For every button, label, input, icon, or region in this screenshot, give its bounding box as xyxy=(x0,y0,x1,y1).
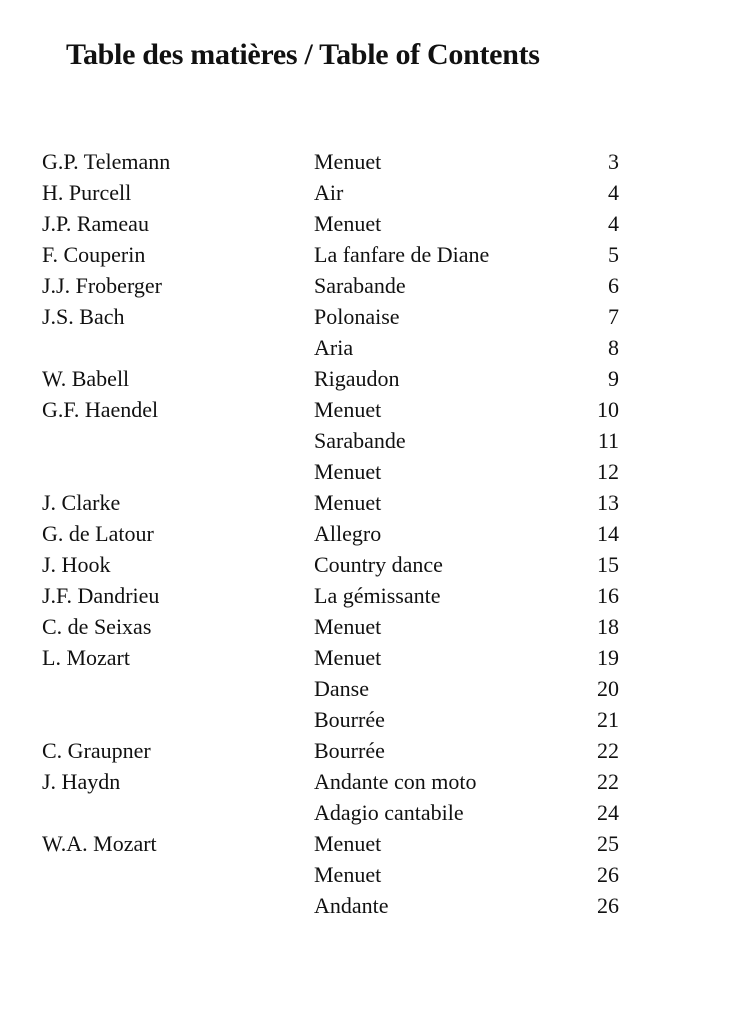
page-number: 24 xyxy=(597,800,619,825)
toc-entry xyxy=(0,363,732,394)
page-number: 5 xyxy=(608,242,619,267)
page-number: 22 xyxy=(597,769,619,794)
toc-entry xyxy=(0,766,732,797)
page-number: 4 xyxy=(608,180,619,205)
toc-entry xyxy=(0,487,732,518)
piece-title: La gémissante xyxy=(314,583,441,608)
page-number: 16 xyxy=(597,583,619,608)
page-number: 21 xyxy=(597,707,619,732)
composer-name: G.F. Haendel xyxy=(42,397,159,422)
piece-title: Menuet xyxy=(314,459,382,484)
page-number: 18 xyxy=(597,614,619,639)
toc-entry xyxy=(0,859,732,890)
toc-entry xyxy=(0,208,732,239)
page-title: Table des matières / Table of Contents xyxy=(66,38,540,71)
composer-name: W.A. Mozart xyxy=(42,831,157,856)
piece-title: Sarabande xyxy=(314,428,406,453)
page-number: 9 xyxy=(608,366,619,391)
piece-title: Allegro xyxy=(314,521,382,546)
page-number: 13 xyxy=(597,490,619,515)
page-number: 19 xyxy=(597,645,619,670)
toc-entry xyxy=(0,735,732,766)
piece-title: Menuet xyxy=(314,149,382,174)
toc-entry xyxy=(0,456,732,487)
toc-entry xyxy=(0,332,732,363)
piece-title: La fanfare de Diane xyxy=(314,242,490,267)
piece-title: Sarabande xyxy=(314,273,406,298)
toc-entry xyxy=(0,611,732,642)
page-number: 10 xyxy=(597,397,619,422)
piece-title: Menuet xyxy=(314,614,382,639)
toc-entry xyxy=(0,673,732,704)
page-number: 8 xyxy=(608,335,619,360)
piece-title: Menuet xyxy=(314,397,382,422)
toc-entry xyxy=(0,270,732,301)
composer-name: W. Babell xyxy=(42,366,130,391)
toc-entry xyxy=(0,642,732,673)
toc-list xyxy=(0,146,732,921)
page-number: 7 xyxy=(608,304,619,329)
toc-entry xyxy=(0,797,732,828)
piece-title: Bourrée xyxy=(314,707,385,732)
page-number: 12 xyxy=(597,459,619,484)
piece-title: Rigaudon xyxy=(314,366,400,391)
page-number: 22 xyxy=(597,738,619,763)
piece-title: Polonaise xyxy=(314,304,400,329)
piece-title: Aria xyxy=(314,335,354,360)
toc-entry xyxy=(0,518,732,549)
composer-name: J. Haydn xyxy=(42,769,121,794)
composer-name: J.F. Dandrieu xyxy=(42,583,160,608)
toc-entry xyxy=(0,890,732,921)
page-number: 11 xyxy=(597,428,619,453)
toc-entry xyxy=(0,239,732,270)
piece-title: Menuet xyxy=(314,211,382,236)
toc-entry xyxy=(0,301,732,332)
piece-title: Danse xyxy=(314,676,369,701)
page-number: 4 xyxy=(608,211,619,236)
toc-entry xyxy=(0,549,732,580)
toc-entry xyxy=(0,177,732,208)
page-number: 15 xyxy=(597,552,619,577)
composer-name: G.P. Telemann xyxy=(42,149,171,174)
page-number: 20 xyxy=(597,676,619,701)
piece-title: Air xyxy=(314,180,344,205)
piece-title: Country dance xyxy=(314,552,443,577)
composer-name: J. Clarke xyxy=(42,490,121,515)
piece-title: Adagio cantabile xyxy=(314,800,464,825)
piece-title: Menuet xyxy=(314,862,382,887)
composer-name: C. de Seixas xyxy=(42,614,152,639)
composer-name: J.J. Froberger xyxy=(42,273,162,298)
composer-name: L. Mozart xyxy=(42,645,130,670)
composer-name: F. Couperin xyxy=(42,242,146,267)
page-number: 26 xyxy=(597,893,619,918)
piece-title: Andante con moto xyxy=(314,769,477,794)
piece-title: Menuet xyxy=(314,645,382,670)
composer-name: G. de Latour xyxy=(42,521,154,546)
composer-name: J. Hook xyxy=(42,552,111,577)
piece-title: Menuet xyxy=(314,831,382,856)
composer-name: H. Purcell xyxy=(42,180,132,205)
toc-entry xyxy=(0,704,732,735)
piece-title: Andante xyxy=(314,893,389,918)
composer-name: C. Graupner xyxy=(42,738,151,763)
page-number: 26 xyxy=(597,862,619,887)
page-number: 3 xyxy=(608,149,619,174)
composer-name: J.P. Rameau xyxy=(42,211,149,236)
piece-title: Menuet xyxy=(314,490,382,515)
page-number: 25 xyxy=(597,831,619,856)
composer-name: J.S. Bach xyxy=(42,304,125,329)
page-number: 6 xyxy=(608,273,619,298)
toc-entry xyxy=(0,146,732,177)
page-number: 14 xyxy=(597,521,619,546)
piece-title: Bourrée xyxy=(314,738,385,763)
toc-entry xyxy=(0,425,732,456)
toc-entry xyxy=(0,394,732,425)
toc-entry xyxy=(0,580,732,611)
toc-entry xyxy=(0,828,732,859)
